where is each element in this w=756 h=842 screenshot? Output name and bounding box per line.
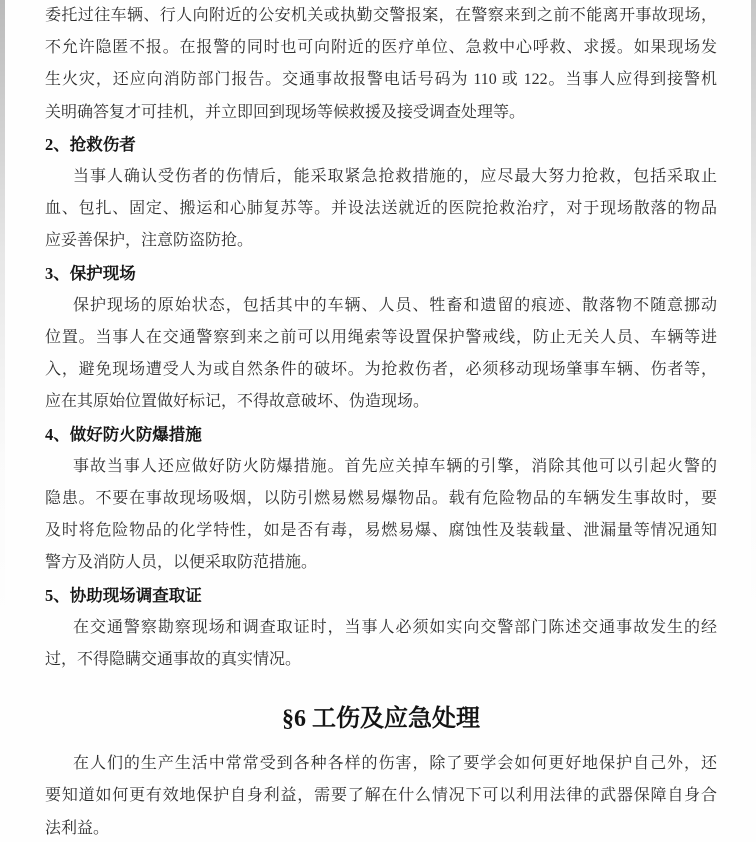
paragraph-rescue-injured bbox=[45, 161, 717, 258]
section-heading-protect-scene: 3、保护现场 bbox=[45, 263, 136, 283]
chapter-heading-work-injury: §6 工伤及应急处理 bbox=[282, 706, 480, 733]
text-line: 过，不得隐瞒交通事故的真实情况。 bbox=[45, 651, 302, 669]
text-line: 警方及消防人员，以便采取防范措施。 bbox=[45, 554, 318, 572]
paragraph-chapter-intro bbox=[45, 748, 717, 842]
text-line: 保护现场的原始状态，包括其中的车辆、人员、牲畜和遗留的痕迹、散落物不随意挪动 bbox=[73, 296, 717, 314]
text-line: 关明确答复才可挂机，并立即回到现场等候救援及接受调查处理等。 bbox=[45, 103, 526, 121]
text-line: 法利益。 bbox=[45, 819, 110, 837]
text-line: 当事人确认受伤者的伤情后，能采取紧急抢救措施的，应尽最大努力抢救，包括采取止 bbox=[73, 168, 717, 186]
scan-shadow-left bbox=[0, 0, 5, 842]
section-heading-assist-investigation: 5、协助现场调查取证 bbox=[45, 585, 202, 605]
section-heading-rescue-injured: 2、抢救伤者 bbox=[45, 134, 136, 154]
paragraph-protect-scene bbox=[45, 290, 717, 419]
paragraph-fire-prevention bbox=[45, 451, 717, 580]
text-line: 应在其原始位置做好标记，不得故意破坏、伪造现场。 bbox=[45, 393, 430, 411]
section-heading-fire-prevention: 4、做好防火防爆措施 bbox=[45, 424, 202, 444]
text-line: 不允许隐匿不报。在报警的同时也可向附近的医疗单位、急救中心呼救、求援。如果现场发 bbox=[45, 39, 717, 57]
document-content bbox=[45, 0, 717, 842]
text-line: 在人们的生产生活中常常受到各种各样的伤害，除了要学会如何更好地保护自己外，还 bbox=[73, 755, 717, 773]
text-line: 隐患。不要在事故现场吸烟，以防引燃易燃易爆物品。载有危险物品的车辆发生事故时，要 bbox=[45, 490, 717, 508]
text-line: 生火灾，还应向消防部门报告。交通事故报警电话号码为 110 或 122。当事人应得到接警机 bbox=[45, 71, 717, 89]
paragraph-report-continuation bbox=[45, 0, 717, 129]
paragraph-assist-investigation bbox=[45, 612, 717, 676]
text-line: 应妥善保护，注意防盗防抢。 bbox=[45, 232, 254, 250]
text-line: 及时将危险物品的化学特性，如是否有毒，易燃易爆、腐蚀性及装载量、泄漏量等情况通知 bbox=[45, 522, 717, 540]
text-line: 血、包扎、固定、搬运和心肺复苏等。并设法送就近的医院抢救治疗，对于现场散落的物品 bbox=[45, 200, 717, 218]
scan-shadow-right bbox=[751, 0, 756, 842]
text-line: 入，避免现场遭受人为或自然条件的破坏。为抢救伤者，必须移动现场肇事车辆、伤者等， bbox=[45, 361, 717, 379]
text-line: 要知道如何更有效地保护自身利益，需要了解在什么情况下可以利用法律的武器保障自身合 bbox=[45, 787, 717, 805]
text-line: 事故当事人还应做好防火防爆措施。首先应关掉车辆的引擎，消除其他可以引起火警的 bbox=[73, 457, 717, 475]
text-line: 位置。当事人在交通警察到来之前可以用绳索等设置保护警戒线，防止无关人员、车辆等进 bbox=[45, 329, 717, 347]
text-line: 委托过往车辆、行人向附近的公安机关或执勤交警报案，在警察来到之前不能离开事故现场， bbox=[45, 7, 717, 24]
text-line: 在交通警察勘察现场和调查取证时，当事人必须如实向交警部门陈述交通事故发生的经 bbox=[73, 618, 717, 636]
